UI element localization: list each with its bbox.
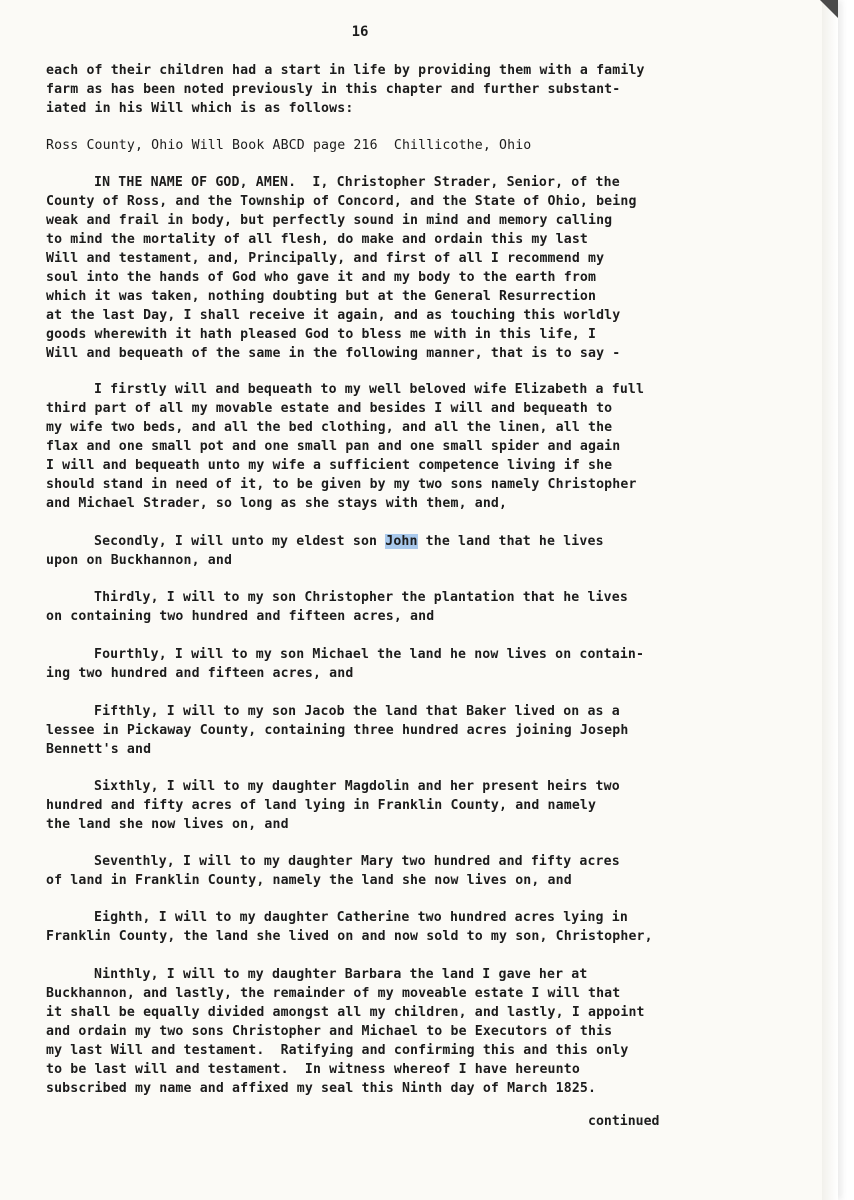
text-line: weak and frail in body, but perfectly sound in mind and memory calling — [46, 213, 613, 228]
text-line: to mind the mortality of all flesh, do make and ordain this my last — [46, 232, 588, 247]
text-line: goods wherewith it hath pleased God to bless me with in this life, I — [46, 327, 597, 342]
page-number: 16 — [351, 24, 369, 40]
text-line: Will and bequeath of the same in the following manner, that is to say - — [46, 346, 621, 361]
text-line: my wife two beds, and all the bed clothing, and all the linen, all the — [46, 420, 613, 435]
seventhly-paragraph — [46, 852, 786, 890]
text-line: farm as has been noted previously in this chapter and further substant- — [46, 82, 621, 97]
thirdly-paragraph — [46, 588, 786, 626]
text-line: IN THE NAME OF GOD, AMEN. I, Christopher Strader, Senior, of the — [94, 175, 620, 190]
text-line: Bennett's and — [46, 742, 152, 757]
firstly-paragraph — [46, 380, 786, 513]
text-line: Ninthly, I will to my daughter Barbara the land I gave her at — [94, 967, 588, 982]
text-line: which it was taken, nothing doubting but at the General Resurrection — [46, 289, 597, 304]
text-line: and Michael Strader, so long as she stays with them, and, — [46, 496, 508, 511]
text-segment: the land that he lives — [417, 534, 604, 549]
text-line: of land in Franklin County, namely the land she now lives on, and — [46, 873, 572, 888]
search-highlight[interactable]: John — [385, 534, 418, 549]
text-line: Thirdly, I will to my son Christopher the plantation that he lives — [94, 590, 628, 605]
text-line: subscribed my name and affixed my seal this Ninth day of March 1825. — [46, 1081, 597, 1096]
text-line: iated in his Will which is as follows: — [46, 101, 354, 116]
text-line: Seventhly, I will to my daughter Mary two hundred and fifty acres — [94, 854, 620, 869]
text-line: hundred and fifty acres of land lying in Franklin County, and namely — [46, 798, 597, 813]
text-line: flax and one small pot and one small pan and one small spider and again — [46, 439, 621, 454]
text-line: it shall be equally divided amongst all my children, and lastly, I appoint — [46, 1005, 645, 1020]
text-line: and ordain my two sons Christopher and Michael to be Executors of this — [46, 1024, 613, 1039]
text-line — [46, 532, 786, 551]
text-line: Will and testament, and, Principally, and first of all I recommend my — [46, 251, 605, 266]
intro-paragraph — [46, 61, 786, 118]
continued-label: continued — [588, 1114, 660, 1129]
text-line: Buckhannon, and lastly, the remainder of my moveable estate I will that — [46, 986, 621, 1001]
text-line: Franklin County, the land she lived on and now sold to my son, Christopher, — [46, 929, 653, 944]
eighth-paragraph — [46, 908, 786, 946]
text-line: soul into the hands of God who gave it and my body to the earth from — [46, 270, 597, 285]
text-line: lessee in Pickaway County, containing three hundred acres joining Joseph — [46, 723, 629, 738]
text-line: should stand in need of it, to be given by my two sons namely Christopher — [46, 477, 637, 492]
text-line: Eighth, I will to my daughter Catherine two hundred acres lying in — [94, 910, 628, 925]
fourthly-paragraph — [46, 645, 786, 683]
text-line: I firstly will and bequeath to my well beloved wife Elizabeth a full — [94, 382, 645, 397]
page-edge — [822, 0, 838, 1200]
text-line: ing two hundred and fifteen acres, and — [46, 666, 354, 681]
text-line: at the last Day, I shall receive it again, and as touching this worldly — [46, 308, 621, 323]
will-source-citation — [46, 136, 786, 155]
text-line: Fourthly, I will to my son Michael the land he now lives on contain- — [94, 647, 645, 662]
text-line: third part of all my movable estate and besides I will and bequeath to — [46, 401, 613, 416]
text-line: County of Ross, and the Township of Concord, and the State of Ohio, being — [46, 194, 637, 209]
text-line: the land she now lives on, and — [46, 817, 289, 832]
text-line: to be last will and testament. In witness whereof I have hereunto — [46, 1062, 580, 1077]
text-segment: Secondly, I will unto my eldest son — [94, 534, 386, 549]
text-line: Sixthly, I will to my daughter Magdolin and her present heirs two — [94, 779, 620, 794]
text-line: each of their children had a start in life by providing them with a family — [46, 63, 645, 78]
fifthly-paragraph — [46, 702, 786, 759]
sixthly-paragraph — [46, 777, 786, 834]
text-line: my last Will and testament. Ratifying and confirming this and this only — [46, 1043, 629, 1058]
ninthly-paragraph — [46, 965, 786, 1098]
text-line: Ross County, Ohio Will Book ABCD page 216 Chillicothe, Ohio — [46, 138, 532, 153]
text-line: Fifthly, I will to my son Jacob the land that Baker lived on as a — [94, 704, 620, 719]
page-corner — [820, 0, 838, 18]
text-line: upon on Buckhannon, and — [46, 553, 233, 568]
text-line: I will and bequeath unto my wife a sufficient competence living if she — [46, 458, 613, 473]
will-opening-paragraph — [46, 173, 786, 363]
text-line: on containing two hundred and fifteen acres, and — [46, 609, 435, 624]
secondly-paragraph — [46, 532, 786, 570]
